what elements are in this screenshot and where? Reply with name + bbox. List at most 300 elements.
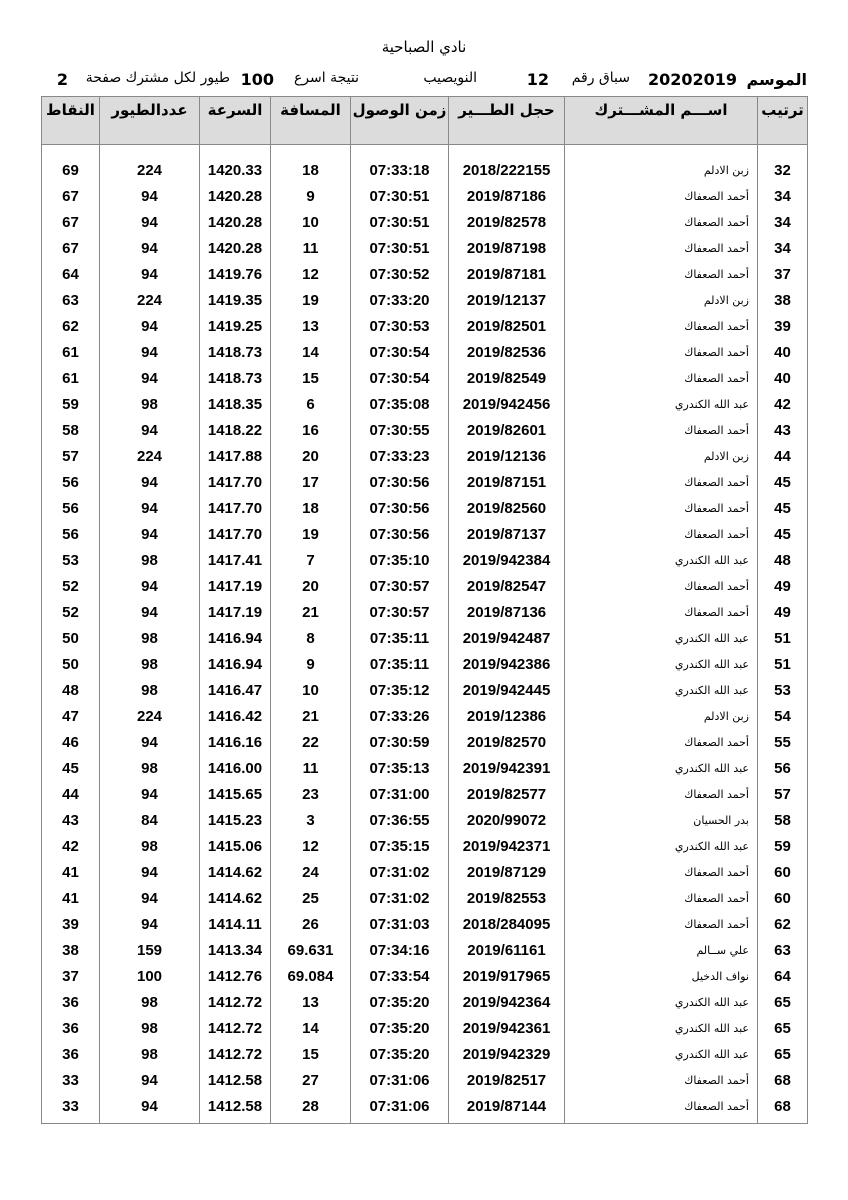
rank-cell: 68: [758, 1067, 808, 1093]
member-name-cell: زبن الادلم: [565, 287, 758, 313]
birds-count-cell: 94: [100, 573, 200, 599]
table-row: [42, 287, 808, 313]
points-cell: 43: [42, 807, 100, 833]
ring-cell: 2019/942329: [449, 1041, 565, 1067]
table-row: [42, 261, 808, 287]
arrival-time-cell: 07:33:18: [351, 157, 449, 183]
ring-cell: 2019/87181: [449, 261, 565, 287]
member-name-cell: زبن الادلم: [565, 703, 758, 729]
distance-cell: 10: [271, 209, 351, 235]
speed-cell: 1417.41: [200, 547, 271, 573]
arrival-time-cell: 07:35:11: [351, 625, 449, 651]
rank-cell: 56: [758, 755, 808, 781]
birds-count-cell: 94: [100, 235, 200, 261]
points-cell: 44: [42, 781, 100, 807]
table-row: [42, 781, 808, 807]
member-name-cell: أحمد الصعفاك: [565, 781, 758, 807]
table-row: [42, 963, 808, 989]
rank-cell: 55: [758, 729, 808, 755]
member-name-cell: زبن الادلم: [565, 157, 758, 183]
arrival-time-cell: 07:30:56: [351, 495, 449, 521]
speed-cell: 1417.70: [200, 521, 271, 547]
member-name-cell: عبد الله الكندري: [565, 989, 758, 1015]
rank-cell: 53: [758, 677, 808, 703]
points-cell: 36: [42, 1015, 100, 1041]
speed-cell: 1417.19: [200, 599, 271, 625]
ring-cell: 2019/87186: [449, 183, 565, 209]
column-header-arrival-time: زمن الوصول: [351, 97, 449, 145]
arrival-time-cell: 07:31:03: [351, 911, 449, 937]
table-row: [42, 911, 808, 937]
arrival-time-cell: 07:31:06: [351, 1093, 449, 1119]
member-name-cell: أحمد الصعفاك: [565, 911, 758, 937]
club-name: نادي الصباحية: [381, 38, 467, 56]
birds-count-cell: 224: [100, 443, 200, 469]
table-row: [42, 183, 808, 209]
member-name-cell: أحمد الصعفاك: [565, 1067, 758, 1093]
speed-cell: 1418.73: [200, 365, 271, 391]
distance-cell: 20: [271, 573, 351, 599]
ring-cell: 2018/222155: [449, 157, 565, 183]
birds-count: 100: [240, 70, 274, 89]
distance-cell: 16: [271, 417, 351, 443]
table-row: [42, 755, 808, 781]
birds-count-cell: 94: [100, 885, 200, 911]
birds-count-cell: 94: [100, 339, 200, 365]
rank-cell: 34: [758, 235, 808, 261]
member-name-cell: أحمد الصعفاك: [565, 235, 758, 261]
distance-cell: 10: [271, 677, 351, 703]
distance-cell: 12: [271, 261, 351, 287]
speed-cell: 1416.94: [200, 625, 271, 651]
arrival-time-cell: 07:33:20: [351, 287, 449, 313]
rank-cell: 68: [758, 1093, 808, 1119]
distance-cell: 25: [271, 885, 351, 911]
race-label: سباق رقم: [571, 70, 630, 86]
rank-cell: 51: [758, 651, 808, 677]
speed-cell: 1413.34: [200, 937, 271, 963]
member-name-cell: أحمد الصعفاك: [565, 573, 758, 599]
arrival-time-cell: 07:35:13: [351, 755, 449, 781]
points-cell: 33: [42, 1093, 100, 1119]
rank-cell: 63: [758, 937, 808, 963]
points-cell: 58: [42, 417, 100, 443]
speed-cell: 1420.33: [200, 157, 271, 183]
member-name-cell: أحمد الصعفاك: [565, 313, 758, 339]
speed-cell: 1416.94: [200, 651, 271, 677]
member-name-cell: أحمد الصعفاك: [565, 1093, 758, 1119]
rank-cell: 65: [758, 989, 808, 1015]
member-name-cell: أحمد الصعفاك: [565, 365, 758, 391]
speed-cell: 1412.58: [200, 1093, 271, 1119]
speed-cell: 1412.72: [200, 989, 271, 1015]
table-row: [42, 391, 808, 417]
rank-cell: 51: [758, 625, 808, 651]
speed-cell: 1420.28: [200, 183, 271, 209]
rank-cell: 45: [758, 521, 808, 547]
arrival-time-cell: 07:31:02: [351, 859, 449, 885]
arrival-time-cell: 07:36:55: [351, 807, 449, 833]
arrival-time-cell: 07:35:12: [351, 677, 449, 703]
rank-cell: 42: [758, 391, 808, 417]
rank-cell: 34: [758, 183, 808, 209]
arrival-time-cell: 07:35:20: [351, 1041, 449, 1067]
points-cell: 39: [42, 911, 100, 937]
table-row: [42, 1067, 808, 1093]
table-row: [42, 339, 808, 365]
arrival-time-cell: 07:35:20: [351, 1015, 449, 1041]
table-row: [42, 1015, 808, 1041]
distance-cell: 8: [271, 625, 351, 651]
arrival-time-cell: 07:35:20: [351, 989, 449, 1015]
birds-count-cell: 84: [100, 807, 200, 833]
column-header-birds-count: عددالطيور: [100, 97, 200, 145]
rank-cell: 49: [758, 599, 808, 625]
ring-cell: 2019/87137: [449, 521, 565, 547]
member-name-cell: أحمد الصعفاك: [565, 469, 758, 495]
distance-cell: 22: [271, 729, 351, 755]
speed-cell: 1415.23: [200, 807, 271, 833]
speed-cell: 1412.72: [200, 1041, 271, 1067]
distance-cell: 69.084: [271, 963, 351, 989]
birds-count-cell: 94: [100, 521, 200, 547]
arrival-time-cell: 07:30:51: [351, 235, 449, 261]
rank-cell: 40: [758, 339, 808, 365]
table-header-row: [42, 97, 808, 145]
birds-count-cell: 94: [100, 599, 200, 625]
ring-cell: 2019/917965: [449, 963, 565, 989]
arrival-time-cell: 07:30:51: [351, 209, 449, 235]
ring-cell: 2019/82577: [449, 781, 565, 807]
arrival-time-cell: 07:30:53: [351, 313, 449, 339]
points-cell: 56: [42, 495, 100, 521]
table-row: [42, 1093, 808, 1119]
rank-cell: 40: [758, 365, 808, 391]
table-row: [42, 443, 808, 469]
birds-count-cell: 98: [100, 677, 200, 703]
table-end-row: [42, 1119, 808, 1124]
speed-cell: 1412.58: [200, 1067, 271, 1093]
arrival-time-cell: 07:31:02: [351, 885, 449, 911]
ring-cell: 2019/12386: [449, 703, 565, 729]
points-cell: 61: [42, 339, 100, 365]
ring-cell: 2019/61161: [449, 937, 565, 963]
member-name-cell: عبد الله الكندري: [565, 625, 758, 651]
race-location: النويصيب: [423, 70, 477, 86]
rank-cell: 44: [758, 443, 808, 469]
points-cell: 42: [42, 833, 100, 859]
table-body: [42, 145, 808, 1124]
table-row: [42, 573, 808, 599]
table-row: [42, 417, 808, 443]
result-label: نتيجة اسرع: [293, 70, 359, 86]
rank-cell: 60: [758, 885, 808, 911]
column-header-ring: حجل الطـــير: [449, 97, 565, 145]
birds-count-cell: 159: [100, 937, 200, 963]
table-row: [42, 989, 808, 1015]
ring-cell: 2019/942487: [449, 625, 565, 651]
arrival-time-cell: 07:34:16: [351, 937, 449, 963]
table-row: [42, 157, 808, 183]
birds-count-cell: 94: [100, 417, 200, 443]
speed-cell: 1414.62: [200, 859, 271, 885]
rank-cell: 54: [758, 703, 808, 729]
member-name-cell: عبد الله الكندري: [565, 651, 758, 677]
distance-cell: 17: [271, 469, 351, 495]
table-row: [42, 495, 808, 521]
speed-cell: 1418.73: [200, 339, 271, 365]
results-table: [41, 96, 808, 1124]
points-cell: 56: [42, 469, 100, 495]
arrival-time-cell: 07:30:57: [351, 573, 449, 599]
distance-cell: 12: [271, 833, 351, 859]
points-cell: 38: [42, 937, 100, 963]
rank-cell: 59: [758, 833, 808, 859]
ring-cell: 2020/99072: [449, 807, 565, 833]
ring-cell: 2019/942364: [449, 989, 565, 1015]
rank-cell: 39: [758, 313, 808, 339]
speed-cell: 1418.35: [200, 391, 271, 417]
points-cell: 41: [42, 885, 100, 911]
speed-cell: 1412.76: [200, 963, 271, 989]
speed-cell: 1415.06: [200, 833, 271, 859]
birds-count-cell: 98: [100, 625, 200, 651]
rank-cell: 48: [758, 547, 808, 573]
distance-cell: 27: [271, 1067, 351, 1093]
table-row: [42, 937, 808, 963]
points-cell: 50: [42, 625, 100, 651]
birds-count-cell: 224: [100, 157, 200, 183]
speed-cell: 1419.76: [200, 261, 271, 287]
birds-count-cell: 94: [100, 261, 200, 287]
member-name-cell: أحمد الصعفاك: [565, 417, 758, 443]
member-name-cell: أحمد الصعفاك: [565, 599, 758, 625]
birds-count-cell: 94: [100, 729, 200, 755]
speed-cell: 1417.88: [200, 443, 271, 469]
arrival-time-cell: 07:35:11: [351, 651, 449, 677]
member-name-cell: أحمد الصعفاك: [565, 339, 758, 365]
speed-cell: 1416.16: [200, 729, 271, 755]
rank-cell: 32: [758, 157, 808, 183]
member-name-cell: عبد الله الكندري: [565, 677, 758, 703]
ring-cell: 2019/942445: [449, 677, 565, 703]
points-cell: 50: [42, 651, 100, 677]
season-value: 20202019: [647, 70, 737, 89]
points-cell: 33: [42, 1067, 100, 1093]
distance-cell: 28: [271, 1093, 351, 1119]
points-cell: 63: [42, 287, 100, 313]
rank-cell: 34: [758, 209, 808, 235]
per-member-label: طيور لكل مشترك صفحة: [85, 70, 230, 86]
points-cell: 46: [42, 729, 100, 755]
arrival-time-cell: 07:30:57: [351, 599, 449, 625]
table-row: [42, 807, 808, 833]
points-cell: 67: [42, 183, 100, 209]
arrival-time-cell: 07:30:56: [351, 469, 449, 495]
birds-count-cell: 224: [100, 287, 200, 313]
member-name-cell: عبد الله الكندري: [565, 755, 758, 781]
ring-cell: 2019/82501: [449, 313, 565, 339]
ring-cell: 2019/12137: [449, 287, 565, 313]
distance-cell: 13: [271, 313, 351, 339]
arrival-time-cell: 07:30:54: [351, 339, 449, 365]
birds-count-cell: 94: [100, 365, 200, 391]
speed-cell: 1412.72: [200, 1015, 271, 1041]
birds-count-cell: 94: [100, 183, 200, 209]
table-row: [42, 1041, 808, 1067]
member-name-cell: أحمد الصعفاك: [565, 859, 758, 885]
distance-cell: 13: [271, 989, 351, 1015]
birds-count-cell: 94: [100, 313, 200, 339]
column-header-member-name: اســـم المشـــترك: [565, 97, 758, 145]
member-name-cell: عبد الله الكندري: [565, 391, 758, 417]
points-cell: 64: [42, 261, 100, 287]
distance-cell: 3: [271, 807, 351, 833]
member-name-cell: أحمد الصعفاك: [565, 261, 758, 287]
arrival-time-cell: 07:30:56: [351, 521, 449, 547]
distance-cell: 18: [271, 157, 351, 183]
ring-cell: 2019/82553: [449, 885, 565, 911]
ring-cell: 2019/82536: [449, 339, 565, 365]
member-name-cell: أحمد الصعفاك: [565, 209, 758, 235]
member-name-cell: أحمد الصعفاك: [565, 729, 758, 755]
birds-count-cell: 94: [100, 495, 200, 521]
ring-cell: 2019/942361: [449, 1015, 565, 1041]
distance-cell: 24: [271, 859, 351, 885]
birds-count-cell: 94: [100, 1093, 200, 1119]
ring-cell: 2019/87151: [449, 469, 565, 495]
arrival-time-cell: 07:33:23: [351, 443, 449, 469]
rank-cell: 58: [758, 807, 808, 833]
points-cell: 53: [42, 547, 100, 573]
points-cell: 45: [42, 755, 100, 781]
birds-count-cell: 98: [100, 755, 200, 781]
arrival-time-cell: 07:30:54: [351, 365, 449, 391]
points-cell: 67: [42, 209, 100, 235]
points-cell: 56: [42, 521, 100, 547]
points-cell: 48: [42, 677, 100, 703]
ring-cell: 2019/942386: [449, 651, 565, 677]
points-cell: 47: [42, 703, 100, 729]
arrival-time-cell: 07:30:51: [351, 183, 449, 209]
rank-cell: 45: [758, 495, 808, 521]
table-row: [42, 209, 808, 235]
ring-cell: 2019/942384: [449, 547, 565, 573]
ring-cell: 2019/82560: [449, 495, 565, 521]
speed-cell: 1417.70: [200, 469, 271, 495]
ring-cell: 2019/942391: [449, 755, 565, 781]
points-cell: 61: [42, 365, 100, 391]
arrival-time-cell: 07:35:10: [351, 547, 449, 573]
birds-count-cell: 98: [100, 391, 200, 417]
speed-cell: 1416.00: [200, 755, 271, 781]
arrival-time-cell: 07:33:54: [351, 963, 449, 989]
speed-cell: 1417.19: [200, 573, 271, 599]
birds-count-cell: 98: [100, 651, 200, 677]
arrival-time-cell: 07:35:08: [351, 391, 449, 417]
arrival-time-cell: 07:31:06: [351, 1067, 449, 1093]
distance-cell: 18: [271, 495, 351, 521]
rank-cell: 57: [758, 781, 808, 807]
ring-cell: 2019/82547: [449, 573, 565, 599]
birds-count-cell: 98: [100, 1015, 200, 1041]
table-row: [42, 235, 808, 261]
member-name-cell: عبد الله الكندري: [565, 1015, 758, 1041]
ring-cell: 2019/82601: [449, 417, 565, 443]
table-row: [42, 313, 808, 339]
member-name-cell: علي ســالم: [565, 937, 758, 963]
ring-cell: 2019/82549: [449, 365, 565, 391]
column-header-distance: المسافة: [271, 97, 351, 145]
birds-count-cell: 94: [100, 859, 200, 885]
ring-cell: 2019/87129: [449, 859, 565, 885]
birds-count-cell: 94: [100, 1067, 200, 1093]
page-number: 2: [56, 70, 68, 89]
table-row: [42, 885, 808, 911]
speed-cell: 1420.28: [200, 235, 271, 261]
ring-cell: 2019/82578: [449, 209, 565, 235]
rank-cell: 45: [758, 469, 808, 495]
birds-count-cell: 224: [100, 703, 200, 729]
table-row: [42, 651, 808, 677]
speed-cell: 1416.42: [200, 703, 271, 729]
distance-cell: 15: [271, 365, 351, 391]
table-row: [42, 469, 808, 495]
speed-cell: 1414.11: [200, 911, 271, 937]
ring-cell: 2019/82517: [449, 1067, 565, 1093]
distance-cell: 14: [271, 1015, 351, 1041]
speed-cell: 1418.22: [200, 417, 271, 443]
ring-cell: 2019/87144: [449, 1093, 565, 1119]
birds-count-cell: 94: [100, 469, 200, 495]
distance-cell: 21: [271, 599, 351, 625]
birds-count-cell: 98: [100, 833, 200, 859]
table-row: [42, 547, 808, 573]
table-spacer-row: [42, 145, 808, 158]
member-name-cell: عبد الله الكندري: [565, 833, 758, 859]
birds-count-cell: 94: [100, 209, 200, 235]
distance-cell: 6: [271, 391, 351, 417]
distance-cell: 21: [271, 703, 351, 729]
points-cell: 69: [42, 157, 100, 183]
distance-cell: 14: [271, 339, 351, 365]
speed-cell: 1420.28: [200, 209, 271, 235]
points-cell: 62: [42, 313, 100, 339]
ring-cell: 2018/284095: [449, 911, 565, 937]
rank-cell: 62: [758, 911, 808, 937]
distance-cell: 20: [271, 443, 351, 469]
rank-cell: 60: [758, 859, 808, 885]
table-row: [42, 833, 808, 859]
points-cell: 67: [42, 235, 100, 261]
arrival-time-cell: 07:33:26: [351, 703, 449, 729]
distance-cell: 23: [271, 781, 351, 807]
distance-cell: 19: [271, 287, 351, 313]
member-name-cell: أحمد الصعفاك: [565, 521, 758, 547]
table-row: [42, 599, 808, 625]
points-cell: 36: [42, 1041, 100, 1067]
member-name-cell: عبد الله الكندري: [565, 1041, 758, 1067]
table-row: [42, 859, 808, 885]
ring-cell: 2019/87136: [449, 599, 565, 625]
rank-cell: 49: [758, 573, 808, 599]
member-name-cell: عبد الله الكندري: [565, 547, 758, 573]
ring-cell: 2019/87198: [449, 235, 565, 261]
speed-cell: 1416.47: [200, 677, 271, 703]
birds-count-cell: 98: [100, 1041, 200, 1067]
arrival-time-cell: 07:30:55: [351, 417, 449, 443]
column-header-points: النقاط: [42, 97, 100, 145]
